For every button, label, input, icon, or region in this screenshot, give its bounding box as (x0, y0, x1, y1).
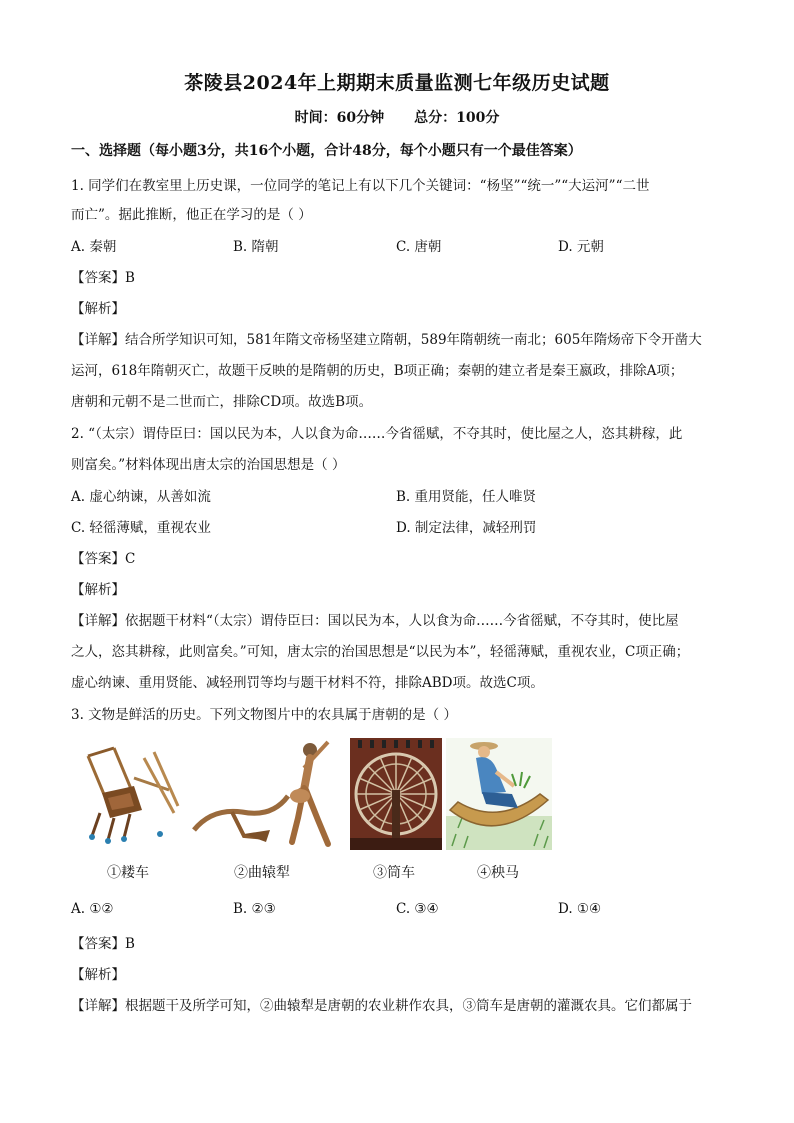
seedling-horse-image (446, 738, 552, 850)
q1-stem-line2: 而亡”。据此推断，他正在学习的是（ ） (71, 207, 312, 223)
artifact-images (74, 738, 554, 850)
q1-answer: 【答案】B (71, 270, 135, 286)
caption-seedling-horse: ④秧马 (477, 865, 519, 881)
caption-curved-plough: ②曲辕犁 (234, 865, 290, 881)
q3-answer: 【答案】B (71, 936, 135, 952)
exam-score: 总分：100分 (414, 110, 500, 126)
q2-stem-line2: 则富矣。”材料体现出唐太宗的治国思想是（ ） (71, 457, 346, 473)
q2-option-a: A. 虚心纳谏，从善如流 (71, 489, 211, 505)
q2-option-b: B. 重用贤能，任人唯贤 (396, 489, 537, 505)
seed-drill-image (74, 738, 184, 850)
q2-detail-line3: 虚心纳谏、重用贤能、减轻刑罚等均与题干材料不符，排除ABD项。故选C项。 (71, 675, 544, 691)
q1-stem-line1: 1. 同学们在教室里上历史课，一位同学的笔记上有以下几个关键词：“杨坚”“统一”“大运河”“二世 (71, 178, 650, 194)
q1-option-b: B. 隋朝 (233, 239, 279, 255)
q3-analysis-label: 【解析】 (71, 967, 125, 983)
exam-meta (0, 107, 794, 127)
q3-option-b: B. ②③ (233, 901, 276, 917)
q1-option-d: D. 元朝 (558, 239, 604, 255)
q2-analysis-label: 【解析】 (71, 582, 125, 598)
section-heading: 一、选择题（每小题3分，共16个小题，合计48分，每个小题只有一个最佳答案） (71, 143, 582, 159)
q1-option-a: A. 秦朝 (71, 239, 117, 255)
q2-detail-line1: 【详解】依据题干材料“（太宗）谓侍臣曰：国以民为本，人以食为命……今省徭赋，不夺其时，使比屋 (71, 613, 679, 629)
q2-stem-line1: 2. “（太宗）谓侍臣曰：国以民为本，人以食为命……今省徭赋，不夺其时，使比屋之人，恣其耕稼，此 (71, 426, 683, 442)
q1-detail-line2: 运河，618年隋朝灭亡，故题干反映的是隋朝的历史，B项正确；秦朝的建立者是秦王嬴政，排除A项； (71, 363, 684, 379)
q3-option-c: C. ③④ (396, 901, 439, 917)
q3-detail-line1: 【详解】根据题干及所学可知，②曲辕犁是唐朝的农业耕作农具，③筒车是唐朝的灌溉农具。它们都属于 (71, 998, 692, 1014)
q2-answer: 【答案】C (71, 551, 136, 567)
exam-time: 时间：60分钟 (294, 110, 385, 126)
caption-seed-drill: ①耧车 (107, 865, 149, 881)
q2-detail-line2: 之人，恣其耕稼，此则富矣。”可知，唐太宗的治国思想是“以民为本”，轻徭薄赋，重视农业，C项正确； (71, 644, 690, 660)
q3-option-d: D. ①④ (558, 901, 602, 917)
water-wheel-image (350, 738, 442, 850)
q2-option-d: D. 制定法律，减轻刑罚 (396, 520, 537, 536)
q2-option-c: C. 轻徭薄赋，重视农业 (71, 520, 211, 536)
curved-plough-image (192, 738, 344, 850)
q3-stem: 3. 文物是鲜活的历史。下列文物图片中的农具属于唐朝的是（ ） (71, 707, 457, 723)
caption-water-wheel: ③筒车 (373, 865, 415, 881)
exam-title: 茶陵县2024年上期期末质量监测七年级历史试题 (184, 72, 610, 94)
q1-detail-line3: 唐朝和元朝不是二世而亡，排除CD项。故选B项。 (71, 394, 373, 410)
q3-option-a: A. ①② (71, 901, 114, 917)
q1-analysis-label: 【解析】 (71, 301, 125, 317)
q1-option-c: C. 唐朝 (396, 239, 442, 255)
q1-detail-line1: 【详解】结合所学知识可知，581年隋文帝杨坚建立隋朝，589年隋朝统一南北；605年隋炀帝下令开凿大 (71, 332, 702, 348)
